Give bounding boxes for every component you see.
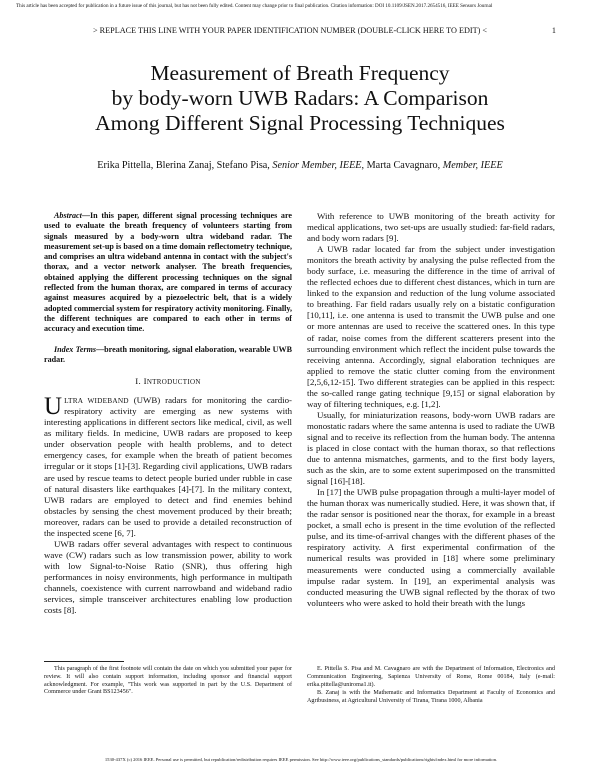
section-title-rest: NTRODUCTION: [146, 378, 201, 387]
paper-id-placeholder: > REPLACE THIS LINE WITH YOUR PAPER IDENTIFICATION NUMBER (DOUBLE-CLICK HERE TO EDIT) <: [93, 26, 487, 35]
intro-paragraph-1-text: (UWB) radars for monitoring the cardio-respiratory activity are emerging as new systems with interesting applications in different sectors like medical, civil, as well as military fields. In medicine, UWB radars are proposed to keep under observation people with health problems, and to detect emergency cases, for example when the breath of patient becomes irregular or it stops [1]-[3]. Regarding civil applications, UWB radars are used by rescue teams to detect people buried under rubble in case of natural disasters like earthquakes [4]-[7]. In the military context, UWB radars are employed to detect and find enemies behind obstacles by sensing the chest movement produced by their breath; moreover, radars can be used to provide a detailed reconstruction of the inspected scene [6, 7].: [44, 395, 292, 538]
right-column: [307, 211, 555, 609]
running-header: [44, 26, 556, 35]
title-line-2: by body-worn UWB Radars: A Comparison: [111, 86, 489, 110]
title-line-1: Measurement of Breath Frequency: [150, 61, 450, 85]
section-number: I.: [135, 376, 142, 387]
author-cavagnaro: , Marta Cavagnaro,: [361, 160, 441, 171]
copyright-notice: 1530-437X (c) 2016 IEEE. Personal use is permitted, but republication/redistribution requires IEEE permission. See http://www.ieee.org/publications_standards/publications/rights/index.html for more information.: [104, 757, 498, 762]
section-title-initial: I: [143, 376, 147, 387]
drop-cap: U: [44, 393, 63, 421]
body-paragraph-1: With reference to UWB monitoring of the breath activity for medical applications, two set-ups are usually studied: far-field radars, and body worn radars [9].: [307, 211, 555, 244]
abstract: [44, 211, 292, 335]
intro-smallcaps: LTRA WIDEBAND: [64, 396, 129, 406]
index-terms-text: —breath monitoring, signal elaboration, wearable UWB radar.: [44, 344, 293, 364]
index-terms-label: Index Terms: [54, 344, 97, 354]
body-paragraph-2: A UWB radar located far from the subject under investigation monitors the breath activity by analysing the pulse reflected from the body surface, i.e. measuring the difference in the time of arrival of the reflected echoes due to different chest distances, which in turn are linked to the expansion and reduction of the lung volume associated to breathing. Far field radars usually rely on a bistatic configuration [10,11], i.e. one antenna is used to transmit the UWB pulse and one or more antennas are used to receive the scattered ones. In this type of radar, noise comes from the different scatterers present into the surrounding environment which reflect the incident pulse towards the receiving antenna. Accordingly, signal elaboration techniques are applied to remove the static clutter coming from the environment [2,5,6,12-15]. Two different strategies can be applied in this respect: the so-called range gating technique [9,15] or signal elaboration by way of filtering techniques, e.g. [1,2].: [307, 244, 555, 409]
author-role-cavagnaro: Member, IEEE: [442, 160, 503, 171]
publication-notice: This article has been accepted for publication in a future issue of this journal, but has not been fully edited. Content may change prior to final publication. Citation information: DOI 10.1109/JSEN.2017.2654516, IEEE Sensors Journal: [16, 3, 493, 9]
author-role-pisa: Senior Member, IEEE: [272, 160, 362, 171]
page-number: 1: [551, 26, 556, 35]
footnote-divider: [44, 661, 124, 662]
title-line-3: Among Different Signal Processing Techniques: [95, 111, 505, 135]
body-paragraph-3: Usually, for miniaturization reasons, body-worn UWB radars are monostatic radars where the same antenna is used to radiate the UWB signal and to receive its reflection from the human body. The antenna is placed in close contact with the human thorax, so that reflections due to antenna mismatches, garments, and to the first body layers, such as the skin, are to some extent superimposed on the transmitted signal [16]-[18].: [307, 409, 555, 487]
footnote-affiliations: [307, 666, 555, 707]
abstract-text: —In this paper, different signal processing techniques are used to evaluate the breath frequency of volunteers starting from signals measured by a body-worn ultra wideband radar. The measurement set-up is based on a time domain reflectometry technique, and comprises an ultra wideband antenna in contact with the subject's thorax, and a vector network analyser. The breath frequencies, obtained applying the different processing techniques on the signal reflected from the human thorax, are compared in terms of accuracy against measures acquired by a piezoelectric belt, that is a widely adopted commercial system for respiratory activity monitoring. Finally, the different techniques are compared to each other in terms of accuracy and execution time.: [44, 211, 292, 334]
footnote-affiliation-2: B. Zanaj is with the Mathematic and Informatics Department at Faculty of Economics and Agribusiness, at Agricultural University of Tirana, Tirana 1000, Albania: [307, 690, 555, 705]
author-list: [40, 160, 560, 171]
footnote-submission-text: This paragraph of the first footnote will contain the date on which you submitted your paper for review. It will also contain support information, including sponsor and financial support acknowledgment. For example, "This work was supported in part by the U.S. Department of Commerce under Grant BS123456".: [44, 666, 292, 696]
section-heading-introduction: [44, 376, 292, 388]
index-terms: [44, 345, 292, 366]
left-column: [44, 211, 292, 616]
footnote-submission: [44, 666, 292, 697]
footnote-affiliation-1: E. Pittella S. Pisa and M. Cavagnaro are with the Department of Information, Electronics and Communication Engineering, Sapienza University of Rome, Rome 00184, Italy (e-mail: erika.pittella@uniroma1.it).: [307, 666, 555, 688]
intro-paragraph-1: [44, 395, 292, 539]
author-names: Erika Pittella, Blerina Zanaj, Stefano Pisa,: [97, 160, 270, 171]
intro-paragraph-2: UWB radars offer several advantages with respect to continuous wave (CW) radars such as low transmission power, ability to work with low Signal-to-Noise Ratio (SNR), thus offering high performances in noisy environments, high performance in multipath channels, coexistence with current narrowband and wideband radio services, simple transceiver architectures enabling low production costs [8].: [44, 538, 292, 616]
body-paragraph-4: In [17] the UWB pulse propagation through a multi-layer model of the human thorax was numerically studied. Here, it was shown that, if the radar sensor is positioned near the thorax, for example in a breast pocket, a small echo is present in the time evolution of the reflected pulse, and its time-of-arrival changes with the different phases of the respiratory activity. A first experimental confirmation of the numerical results was provided in [18] where some preliminary measurements were conducted using a commercially available impulse radar system. In [19], an experimental analysis was conducted measuring the UWB signal reflected by the thorax of two volunteers who were asked to hold their breath with the lungs: [307, 487, 555, 608]
paper-title: [40, 61, 560, 136]
abstract-label: Abstract: [54, 211, 82, 220]
